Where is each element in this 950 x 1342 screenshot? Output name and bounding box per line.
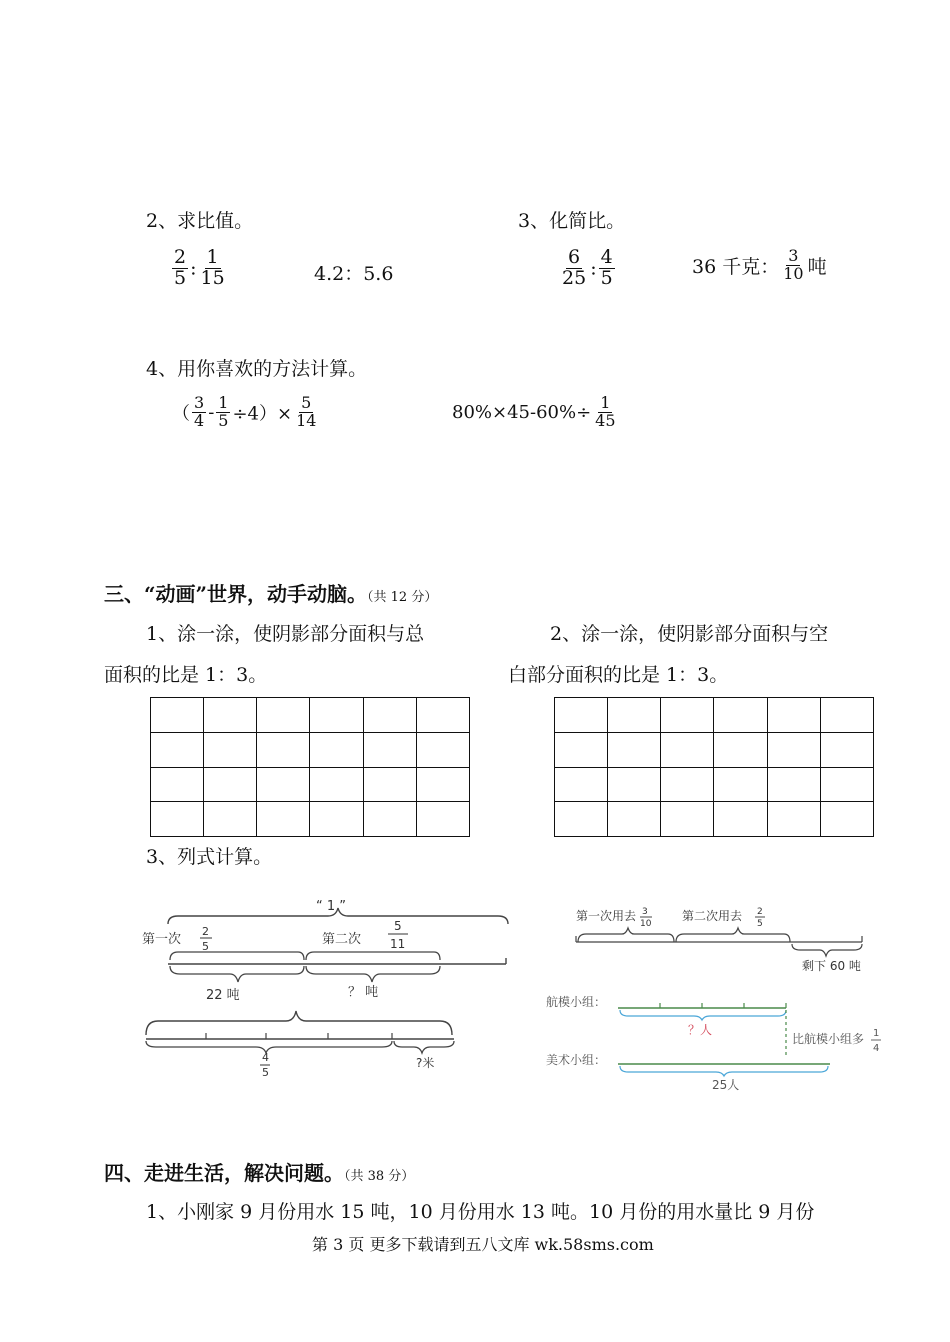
fraction (192, 395, 206, 430)
first-brace (578, 928, 674, 942)
grid-cell[interactable] (310, 802, 363, 837)
grid-cell[interactable] (820, 698, 873, 733)
more-num: 1 (873, 1028, 880, 1039)
whole-label: “ 1 ” (316, 899, 347, 914)
diagram-1 (138, 890, 518, 1010)
section3-p2-line1: 2、涂一涂，使阴影部分面积与空 (550, 623, 829, 645)
row1-brace (620, 1010, 786, 1020)
grid-cell[interactable] (820, 732, 873, 767)
grid-cell[interactable] (257, 732, 310, 767)
grid-cell[interactable] (767, 767, 820, 802)
denominator: 5 (174, 266, 187, 289)
grid-cell[interactable] (555, 802, 608, 837)
fraction (199, 248, 227, 289)
q3-ratio-fraction: $\frac{6}{25}$ : $\frac{4}{5}$ (562, 246, 613, 289)
section3-p1-line2: 面积的比是 1：3。 (104, 664, 268, 686)
segment-brace (170, 952, 304, 960)
segment-brace (306, 952, 440, 960)
row2-value: 25人 (712, 1078, 740, 1092)
grid-cell[interactable] (767, 698, 820, 733)
numerator: 4 (600, 246, 613, 268)
grid-cell[interactable] (416, 802, 469, 837)
row1-label: 航模小组： (546, 995, 607, 1009)
section4-p1: 1、小刚家 9 月份用水 15 吨，10 月份用水 13 吨。10 月份的用水量比 9 月份 (146, 1201, 815, 1223)
section3-p3: 3、列式计算。 (146, 846, 273, 868)
grid-cell[interactable] (820, 767, 873, 802)
grid-cell[interactable] (257, 802, 310, 837)
numerator: 6 (568, 246, 581, 268)
shading-grid-1 (150, 697, 470, 837)
grid-cell[interactable] (608, 698, 661, 733)
grid-cell[interactable] (204, 767, 257, 802)
diagram-4 (540, 988, 890, 1093)
numerator: 3 (788, 246, 799, 265)
grid-cell[interactable] (257, 767, 310, 802)
q2-ratio-fraction: $\frac{2}{5}$ : $\frac{1}{15}$ (174, 246, 225, 289)
numerator: 5 (301, 393, 312, 412)
grid-cell[interactable] (363, 802, 416, 837)
section4-heading (104, 1157, 414, 1186)
q3-title: 3、化简比。 (518, 210, 626, 232)
denominator: 4 (194, 410, 205, 430)
q3-units-suffix: 吨 (807, 255, 827, 278)
denominator: 45 (595, 410, 616, 430)
lower-brace (306, 966, 440, 982)
grid-cell[interactable] (608, 802, 661, 837)
frac-num: 4 (262, 1051, 269, 1064)
section3-p2-line2: 白部分面积的比是 1：3。 (508, 664, 729, 686)
first-label: 第一次 (142, 932, 182, 947)
grid-cell[interactable] (363, 767, 416, 802)
divide-part: ÷4）× (232, 403, 293, 425)
remain-label: 剩下 60 吨 (802, 959, 861, 973)
grid-cell[interactable] (151, 767, 204, 802)
section3-heading (104, 578, 437, 607)
grid-cell[interactable] (416, 767, 469, 802)
grid-cell[interactable] (714, 802, 767, 837)
q4-expression-b (452, 395, 620, 430)
row2-brace (620, 1066, 828, 1076)
numerator: 1 (600, 393, 611, 412)
q3-units-prefix: 36 千克： (692, 255, 780, 278)
fraction (172, 248, 188, 289)
grid-cell[interactable] (555, 767, 608, 802)
grid-cell[interactable] (767, 732, 820, 767)
diagram-2 (138, 1005, 468, 1085)
right-quantity: ？ 吨 (348, 985, 379, 1000)
grid-cell[interactable] (555, 732, 608, 767)
top-brace (146, 1011, 452, 1035)
grid-cell[interactable] (416, 698, 469, 733)
page-footer: 第 3 页 更多下载请到五八文库 wk.58sms.com (312, 1235, 654, 1254)
second-use-label: 第二次用去 (682, 909, 743, 923)
bottom-brace (394, 1041, 454, 1053)
second-num: 2 (757, 907, 763, 917)
section4-score: （共 38 分） (344, 1169, 415, 1184)
denominator: 25 (562, 266, 587, 289)
numerator: 3 (194, 393, 205, 412)
grid-cell[interactable] (820, 802, 873, 837)
denominator: 10 (783, 263, 804, 283)
grid-cell[interactable] (416, 732, 469, 767)
second-den: 5 (757, 919, 763, 929)
denominator: 5 (218, 410, 229, 430)
unknown-length: ?米 (416, 1056, 435, 1070)
grid-cell[interactable] (310, 732, 363, 767)
section3-title: 三、“动画”世界，动手动脑。 (104, 582, 368, 606)
fraction (294, 395, 318, 430)
grid-cell[interactable] (661, 802, 714, 837)
q4-expression-a (172, 395, 320, 430)
shading-grid-2 (554, 697, 874, 837)
grid-cell[interactable] (714, 732, 767, 767)
first-num: 2 (202, 925, 209, 938)
grid-cell[interactable] (767, 802, 820, 837)
second-den: 11 (390, 937, 406, 951)
grid-cell[interactable] (204, 732, 257, 767)
minus-sign: - (208, 401, 215, 423)
left-quantity: 22 吨 (206, 988, 240, 1003)
grid-cell[interactable] (608, 732, 661, 767)
expr-prefix: 80%×45-60%÷ (452, 401, 592, 423)
denominator: 5 (600, 266, 613, 289)
first-den: 5 (202, 940, 209, 953)
fraction (593, 395, 617, 430)
grid-cell[interactable] (363, 698, 416, 733)
lower-brace (170, 966, 304, 982)
paren-open: （ (172, 403, 190, 425)
grid-cell[interactable] (661, 698, 714, 733)
q3-ratio-units (692, 248, 827, 283)
denominator: 14 (296, 410, 317, 430)
grid-cell[interactable] (661, 732, 714, 767)
q2-title: 2、求比值。 (146, 210, 254, 232)
grid-cell[interactable] (661, 767, 714, 802)
numerator: 1 (206, 246, 219, 268)
remain-brace (792, 944, 862, 956)
grid-cell[interactable] (310, 767, 363, 802)
grid-cell[interactable] (151, 732, 204, 767)
fraction (781, 248, 805, 283)
fraction (216, 395, 230, 430)
grid-cell[interactable] (555, 698, 608, 733)
second-num: 5 (394, 919, 402, 933)
first-num: 3 (642, 907, 648, 917)
row1-unknown: ？人 (688, 1023, 713, 1037)
grid-cell[interactable] (363, 732, 416, 767)
grid-cell[interactable] (204, 802, 257, 837)
grid-cell[interactable] (714, 767, 767, 802)
denominator: 15 (200, 266, 225, 289)
bottom-brace (146, 1041, 392, 1053)
fraction (560, 248, 588, 289)
row2-label: 美术小组： (546, 1053, 607, 1067)
second-brace (676, 928, 790, 942)
section3-score: （共 12 分） (367, 590, 438, 605)
first-use-label: 第一次用去 (576, 909, 637, 923)
numerator: 2 (174, 246, 187, 268)
more-label: 比航模小组多 (792, 1032, 865, 1046)
grid-cell[interactable] (310, 698, 363, 733)
section4-title: 四、走进生活，解决问题。 (104, 1161, 344, 1185)
q4-title: 4、用你喜欢的方法计算。 (146, 358, 368, 380)
fraction (599, 248, 615, 289)
grid-cell[interactable] (204, 698, 257, 733)
section3-p1-line1: 1、涂一涂，使阴影部分面积与总 (146, 623, 425, 645)
q2-ratio-decimal: 4.2：5.6 (314, 263, 394, 285)
grid-cell[interactable] (608, 767, 661, 802)
second-label: 第二次 (322, 932, 362, 947)
diagram-3 (572, 900, 872, 980)
numerator: 1 (218, 393, 229, 412)
more-den: 4 (873, 1043, 880, 1054)
grid-cell[interactable] (257, 698, 310, 733)
first-den: 10 (640, 919, 652, 929)
grid-cell[interactable] (151, 802, 204, 837)
grid-cell[interactable] (714, 698, 767, 733)
frac-den: 5 (262, 1066, 269, 1079)
grid-cell[interactable] (151, 698, 204, 733)
